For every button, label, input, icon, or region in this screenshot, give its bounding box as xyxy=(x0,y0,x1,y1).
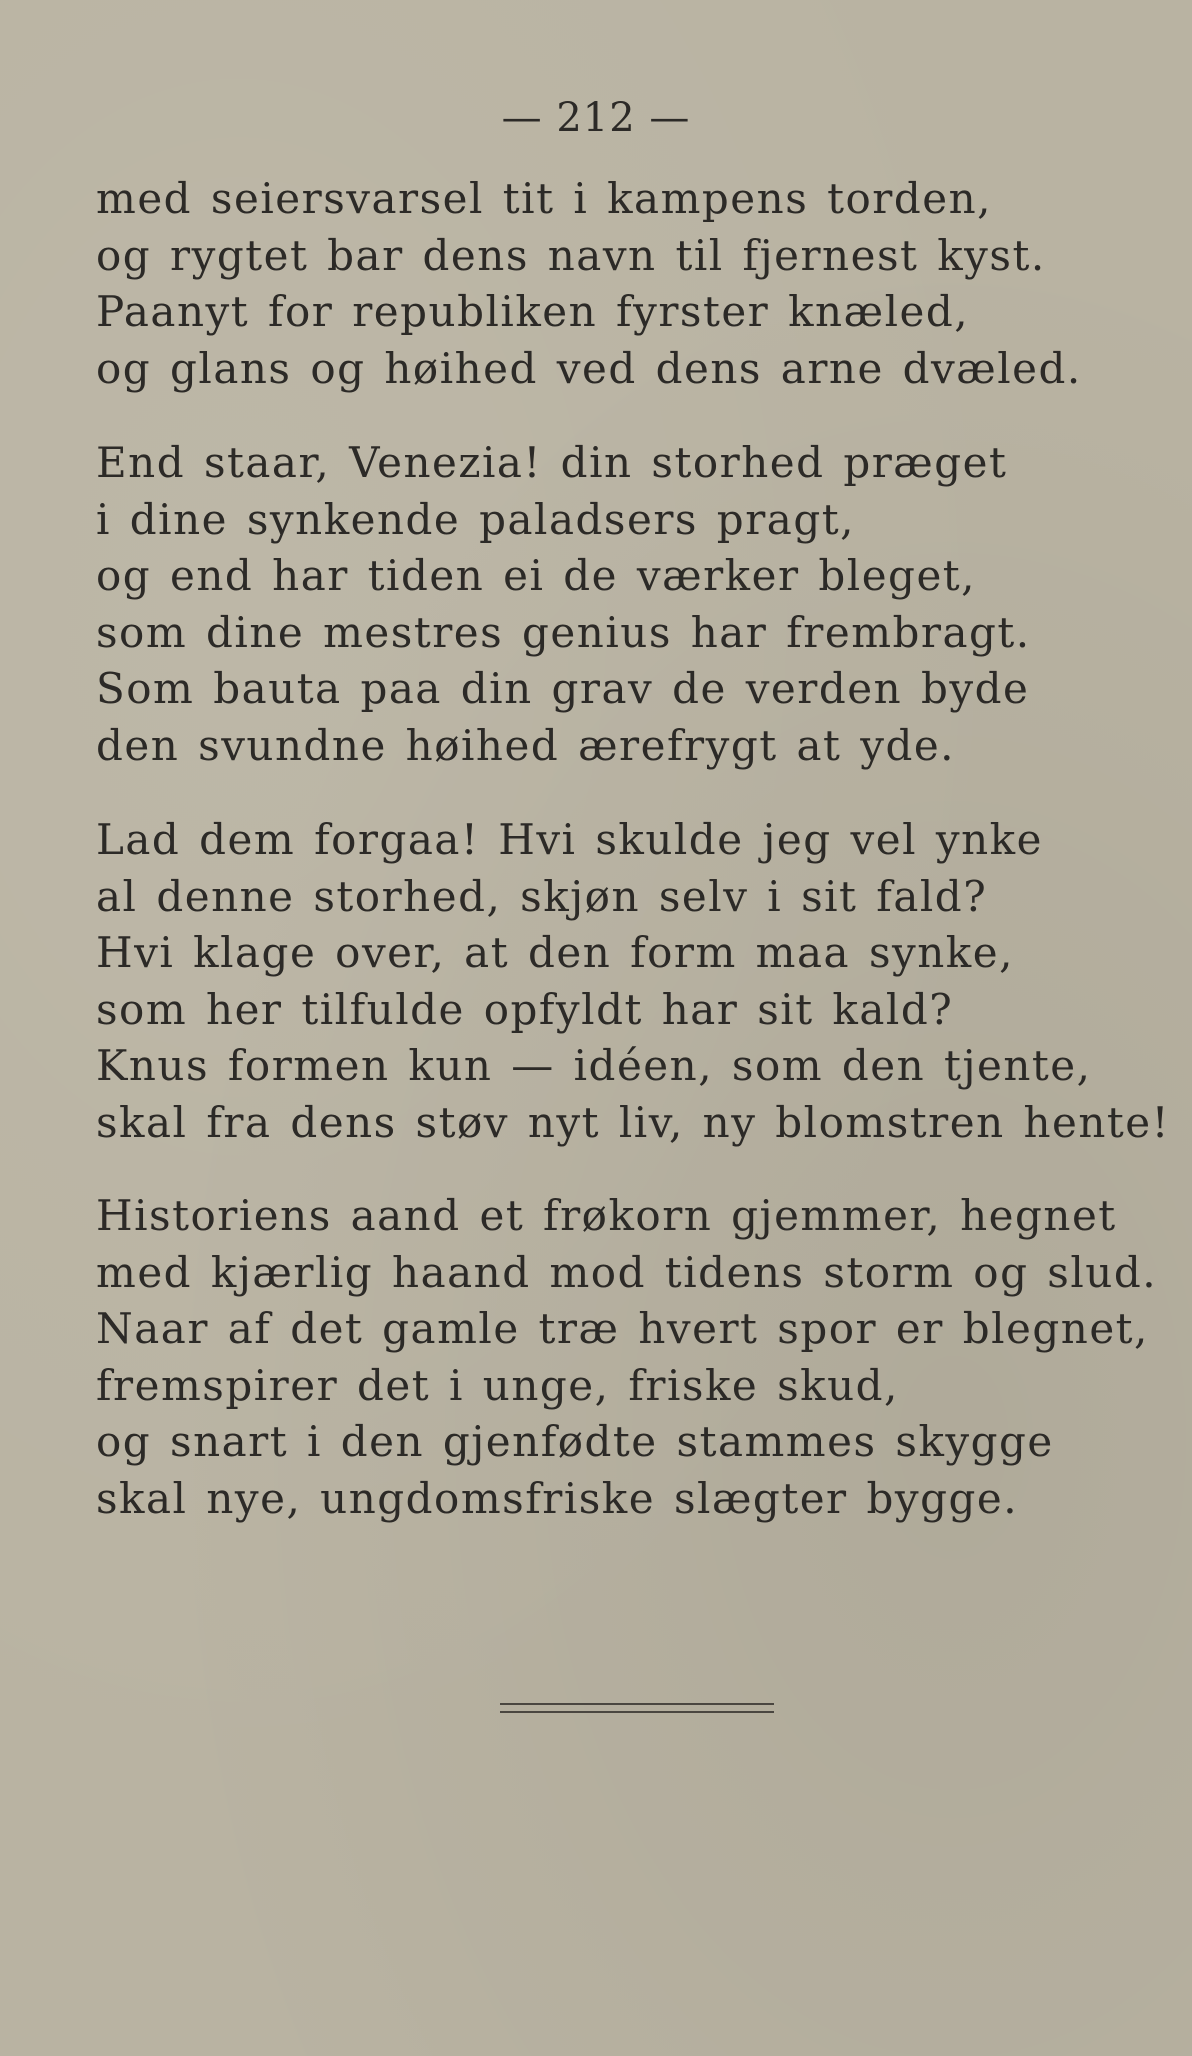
verse-line: og end har tiden ei de værker bleget, xyxy=(96,551,977,600)
verse-line: som dine mestres genius har frembragt. xyxy=(96,607,1031,657)
verse-line: skal fra dens støv nyt liv, ny blomstren hente! xyxy=(96,1097,1171,1147)
verse-line: den svundne høihed ærefrygt at yde. xyxy=(96,720,956,770)
verse-line: fremspirer det i unge, friske skud, xyxy=(96,1360,899,1410)
verse-line: Lad dem forgaa! Hvi skulde jeg vel ynke xyxy=(96,815,1043,864)
verse-line: Paanyt for republiken fyrster knæled, xyxy=(96,287,970,336)
verse-line: Hvi klage over, at den form maa synke, xyxy=(96,928,1014,977)
verse-line: som her tilfulde opfyldt har sit kald? xyxy=(96,984,954,1034)
verse-line: skal nye, ungdomsfriske slægter bygge. xyxy=(96,1473,1019,1523)
page-number: — 212 — xyxy=(501,95,691,141)
verse-line: Som bauta paa din grav de verden byde xyxy=(96,664,1030,713)
verse-line: al denne storhed, skjøn selv i sit fald? xyxy=(96,871,988,921)
verse-line: og rygtet bar dens navn til fjernest kyst. xyxy=(96,230,1046,280)
stanza xyxy=(96,812,1171,1151)
verse-line: End staar, Venezia! din storhed præget xyxy=(96,438,1008,487)
verse-line: i dine synkende paladsers pragt, xyxy=(96,494,855,544)
verse-line: og snart i den gjenfødte stammes skygge xyxy=(96,1417,1054,1466)
verse-line: med seiersvarsel tit i kampens torden, xyxy=(96,174,992,223)
stanza xyxy=(96,171,1136,397)
verse-line: med kjærlig haand mod tidens storm og slud. xyxy=(96,1247,1158,1297)
end-rule-divider xyxy=(500,1703,774,1713)
verse-line: Historiens aand et frøkorn gjemmer, hegnet xyxy=(96,1191,1117,1240)
verse-line: Knus formen kun — idéen, som den tjente, xyxy=(96,1041,1092,1090)
verse-line: Naar af det gamle træ hvert spor er blegnet, xyxy=(96,1304,1149,1353)
stanza xyxy=(96,435,1136,774)
verse-line: og glans og høihed ved dens arne dvæled. xyxy=(96,343,1082,393)
stanza xyxy=(96,1188,1158,1527)
